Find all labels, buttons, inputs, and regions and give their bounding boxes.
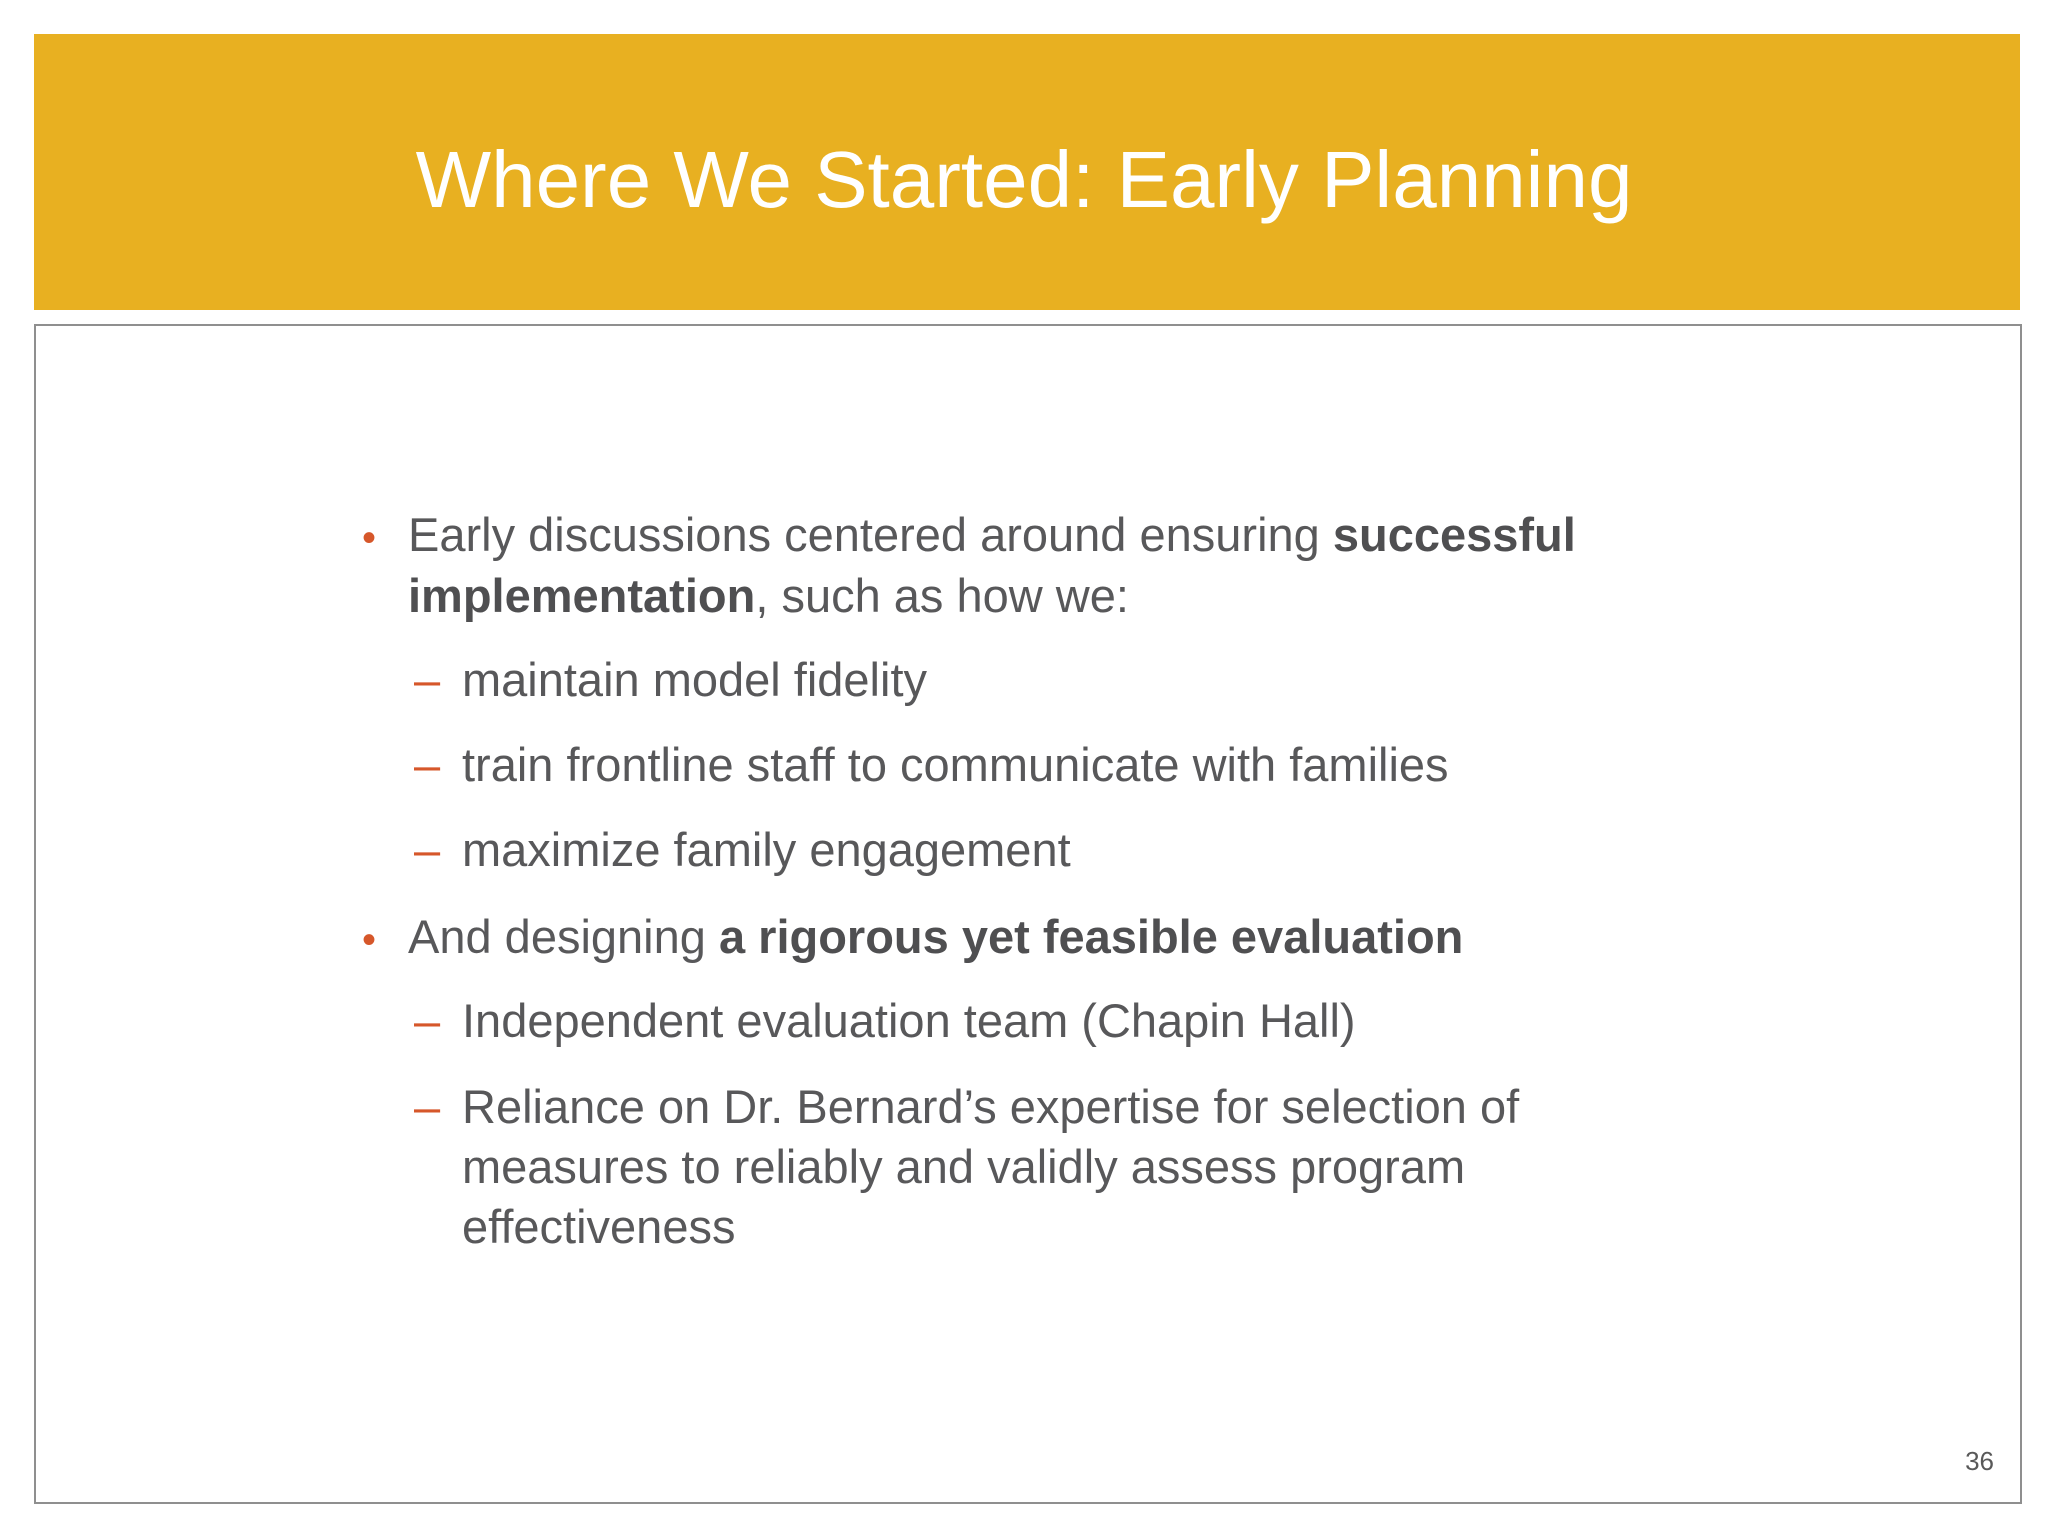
subitem-reliance-line-2: measures to reliably and validly assess program <box>462 1140 1466 1193</box>
bullet-dot-icon: • <box>362 516 377 560</box>
dash-icon: – <box>414 1080 441 1133</box>
dash-icon: – <box>414 738 441 791</box>
content-frame <box>34 324 2022 1504</box>
bullet-2-text-pre: And designing <box>408 910 719 963</box>
dash-icon: – <box>414 653 441 706</box>
dash-icon: – <box>414 823 441 876</box>
bullet-1-text-post: , such as how we: <box>755 569 1129 622</box>
bullet-1-text-bold: successful <box>1332 508 1576 561</box>
subitem-reliance-line-1: Reliance on Dr. Bernard’s expertise for selection of <box>462 1080 1520 1133</box>
bullet-2-text-bold: a rigorous yet feasible evaluation <box>718 910 1464 963</box>
page-number: 36 <box>1965 1446 1994 1476</box>
subitem-reliance-line-3: effectiveness <box>462 1200 736 1253</box>
dash-icon: – <box>414 994 441 1047</box>
bullet-dot-icon: • <box>362 918 377 962</box>
subitem-train-staff: train frontline staff to communicate with families <box>462 738 1449 791</box>
bullet-1-text-bold-2: implementation <box>408 569 756 622</box>
subitem-family-engagement: maximize family engagement <box>462 823 1071 876</box>
bullet-1-text-pre: Early discussions centered around ensuring <box>408 508 1333 561</box>
subitem-independent-team: Independent evaluation team (Chapin Hall) <box>462 994 1356 1047</box>
slide-title: Where We Started: Early Planning <box>415 135 1633 224</box>
subitem-model-fidelity: maintain model fidelity <box>462 653 927 706</box>
